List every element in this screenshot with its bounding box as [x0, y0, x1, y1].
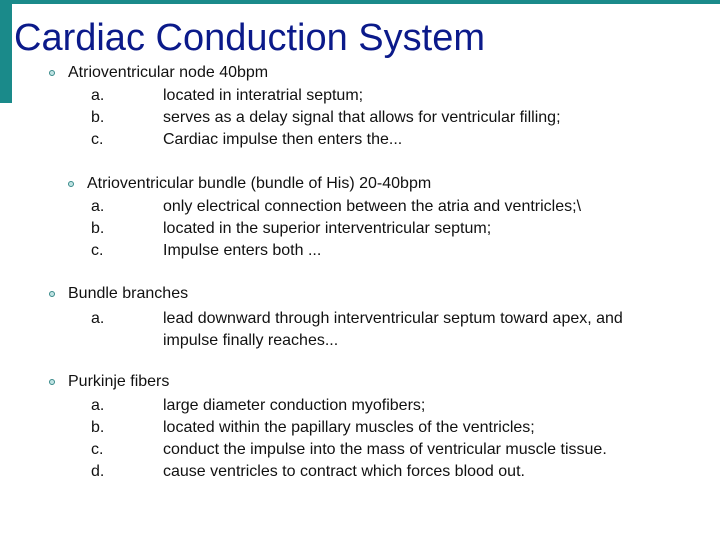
item-letter: b. — [91, 220, 105, 237]
bullet-icon — [49, 379, 55, 385]
item-letter: a. — [91, 397, 105, 414]
item-text: located in interatrial septum; — [163, 87, 364, 104]
bullet-purkinje-fibers — [68, 372, 169, 392]
item-text: located within the papillary muscles of the ventricles; — [163, 419, 535, 436]
item-letter: c. — [91, 242, 104, 259]
bullet-bundle-branches — [68, 284, 188, 304]
slide-title: Cardiac Conduction System — [14, 17, 485, 59]
item-text: located in the superior interventricular septum; — [163, 220, 492, 237]
item-letter: a. — [91, 310, 105, 327]
bullet-text: Atrioventricular bundle (bundle of His) 20-40bpm — [87, 175, 432, 192]
item-letter: a. — [91, 198, 105, 215]
bullet-av-node — [68, 63, 268, 83]
item-text: large diameter conduction myofibers; — [163, 397, 426, 414]
bullet-icon — [68, 181, 74, 187]
item-text: Impulse enters both ... — [163, 242, 322, 259]
item-text: impulse finally reaches... — [163, 332, 339, 349]
item-letter: c. — [91, 441, 104, 458]
bullet-text: Purkinje fibers — [68, 373, 170, 390]
item-text: lead downward through interventricular septum toward apex, and — [163, 310, 623, 327]
bullet-text: Atrioventricular node 40bpm — [68, 64, 269, 81]
item-letter: b. — [91, 109, 105, 126]
item-text: conduct the impulse into the mass of ventricular muscle tissue. — [163, 441, 607, 458]
item-text: serves as a delay signal that allows for ventricular filling; — [163, 109, 561, 126]
bullet-av-bundle — [87, 174, 431, 194]
bullet-text: Bundle branches — [68, 285, 189, 302]
item-text: Cardiac impulse then enters the... — [163, 131, 403, 148]
item-letter: b. — [91, 419, 105, 436]
item-letter: a. — [91, 87, 105, 104]
bullet-icon — [49, 70, 55, 76]
item-text: cause ventricles to contract which forces blood out. — [163, 463, 525, 480]
item-text: only electrical connection between the atria and ventricles;\ — [163, 198, 582, 215]
bullet-icon — [49, 291, 55, 297]
item-letter: c. — [91, 131, 104, 148]
item-letter: d. — [91, 463, 105, 480]
